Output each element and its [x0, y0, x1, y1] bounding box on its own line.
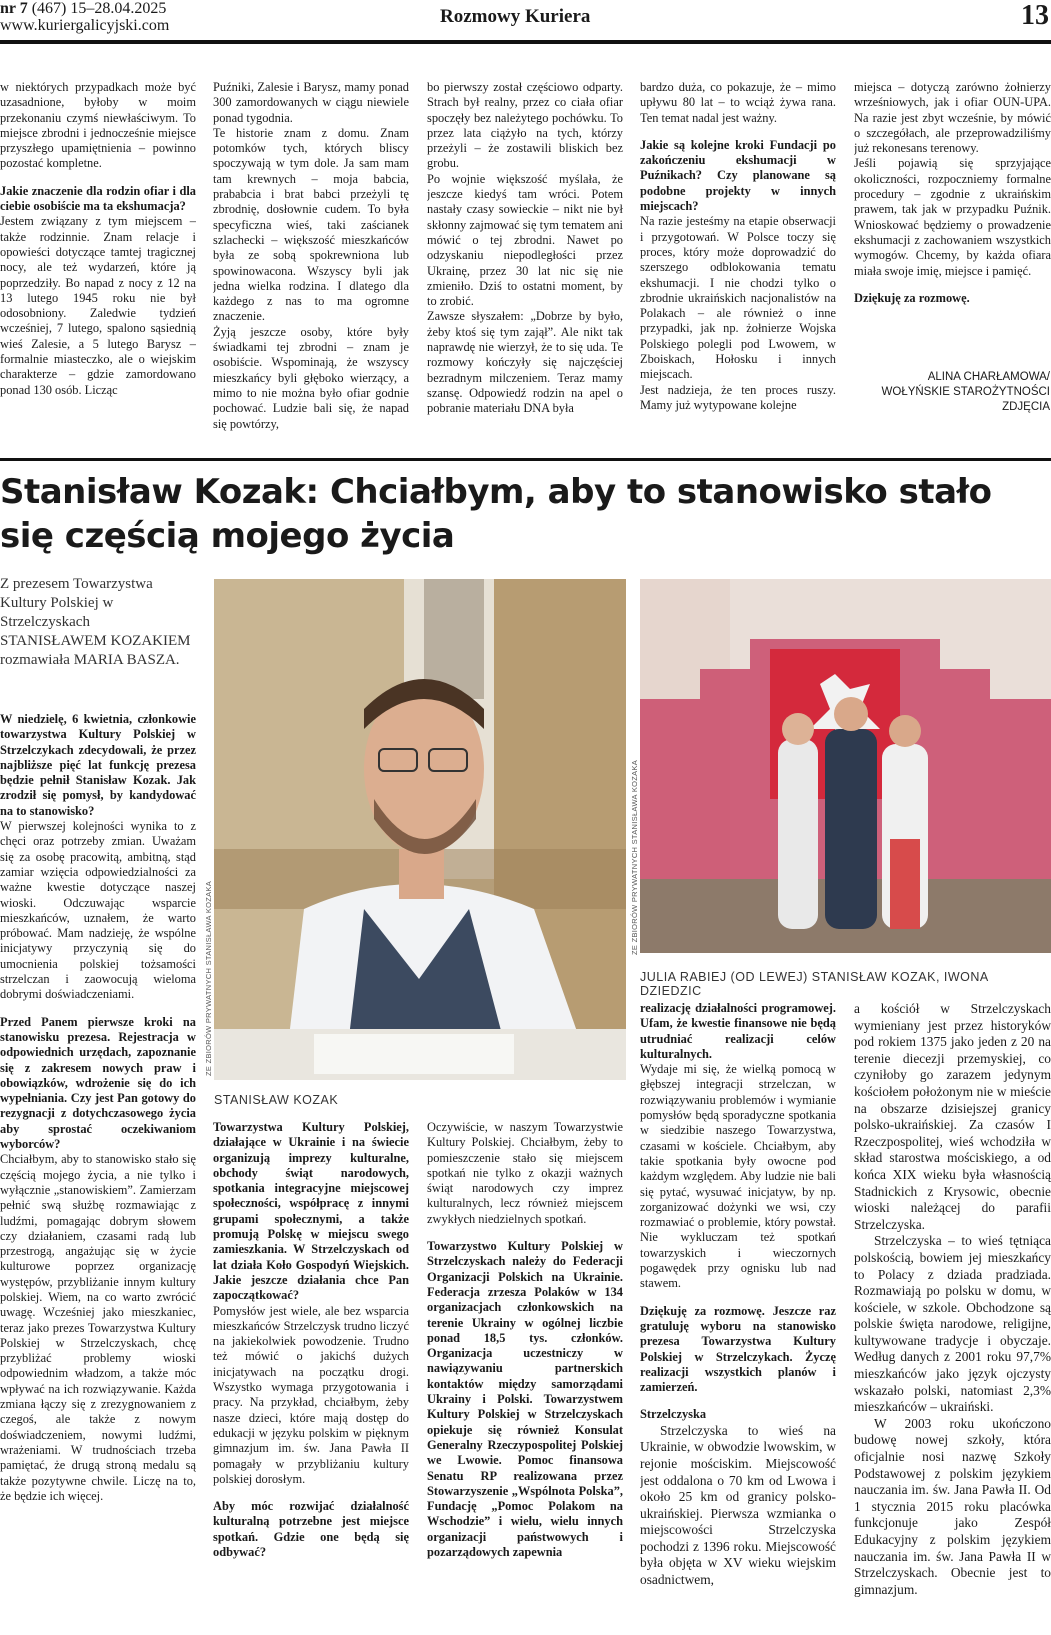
photo-stanislaw-kozak	[214, 579, 626, 1080]
question-paragraph: W niedzielę, 6 kwietnia, członkowie towarzystwa Kultury Polskiej w Strzelczykach zdecydowali, że przez najbliższe pięć lat funkcję prezesa będzie pełnił Stanisław Kozak. Jak zrodził się pomysł, by kandydować na to stanowisko?	[0, 712, 196, 818]
header-rule	[0, 40, 1051, 44]
text-paragraph: Chciałbym, aby to stanowisko stało się częścią mojego życia, a nie tylko i wyłącznie „stanowiskiem”. Zamierzam pełnić swą służbę rozmawiając z ludźmi, pomagając dobrym słowem czy działaniem, czasami radą lub przestrogą, angażując się w życie kulturowe poprzez organizację występów, przybliżanie innym kultury polskiej. Wiem, na co warto zwrócić uwagę. Wcześniej jako mieszkaniec, teraz jako prezes Towarzystwa Kultury Polskiej w Strzelczyskach, chcę przybliżać problemy wioski odpowiednim władzom, a także móc wpływać na ich rozwiązywanie. Każda zmiana łączy się z zrezygnowaniem z czegoś, ale także z nowym doświadczeniem, nowymi ludźmi, wrażeniami. W trudnościach trzeba pamiętać, że drugą stroną medalu są także pozytywne chwile. Liczę na to, że będzie ich więcej.	[0, 1152, 196, 1503]
text-paragraph: Po wojnie większość myślała, że jeszcze kiedyś tam wróci. Potem nastały czasy sowieckie – nikt nie był skłonny zajmować się tym tematem ani mówić o tej zbrodni. Nawet po odzyskaniu niepodległości przez Ukrainę, przez 30 lat nic się nie zmieniło. Dziś to ostatni moment, by to zrobić.	[427, 171, 623, 309]
section-rule	[0, 458, 1051, 461]
text-paragraph: Oczywiście, w naszym Towarzystwie Kultury Polskiej. Chciałbym, żeby to pomieszczenie stało się miejscem spotkań nie tylko z okazji ważnych świąt narodowych czy imprez kulturalnych, lecz również miejscem zwykłych niedzielnych spotkań.	[427, 1120, 623, 1226]
page-number: 13	[1021, 0, 1049, 31]
group-photo-illustration	[640, 579, 1051, 953]
question-paragraph: realizację działalności programowej. Ufam, że kwestie finansowe nie będą utrudniać realizacji celów kulturalnych.	[640, 1001, 836, 1061]
top-col-4	[640, 80, 836, 435]
article-col-5	[854, 1001, 1051, 1635]
article-headline: Stanisław Kozak: Chciałbym, aby to stanowisko stało się częścią mojego życia	[0, 472, 992, 556]
top-col-2	[213, 80, 409, 435]
text-paragraph: Jestem związany z tym miejscem – także rodzinnie. Znam relacje i opowieści dotyczące tamtej tragicznej nocy, ale też wydarzeń, które ją poprzedziły. Bo napad z nocy z 12 na 13 lutego 1945 roku nie był odosobniony. Zaledwie tydzień wcześniej, 7 lutego, spalono sąsiednią wieś Zalesie, a 5 lutego Barysz – formalnie miasteczko, ale o wiejskim charakterze – gdzie zamordowano ponad 130 osób. Licząc	[0, 214, 196, 397]
text-paragraph: Wydaje mi się, że wielką pomocą w głębszej integracji strzelczan, w rozwiązywaniu problemów i wymianie pomysłów będą sporadyczne spotkania w siedzibie naszego Towarzystwa, czasami w kościele. Chciałbym, aby takie spotkania były owocne pod każdym względem. Aby ludzie nie bali się pytać, wysuwać inicjatyw, by np. zorganizować dożynki we wsi, czy rozmawiać o problemie, który powstał. Nie wykluczam też spotkań towarzyskich i wieczornych pogawędek przy ognisku lub nad stawem.	[640, 1062, 836, 1291]
question-paragraph: Strzelczyska	[640, 1407, 707, 1422]
question-paragraph: Aby móc rozwijać działalność kulturalną potrzebne jest miejsce spotkań. Gdzie one będą się odbywać?	[213, 1499, 409, 1560]
text-paragraph: Zawsze słyszałem: „Dobrze by było, żeby ktoś się tym zajął”. Ale nikt tak naprawdę nie wierzył, że to się uda. Te rozmowy kończyły się najczęściej bezradnym milczeniem. Teraz mamy szansę. Odpowiedź rodzin na apel o pobranie materiału DNA była	[427, 309, 623, 416]
question-paragraph: Dziękuję za rozmowę.	[854, 290, 970, 305]
top-col-3	[427, 80, 623, 435]
issue-number-bold: nr 7	[0, 0, 28, 17]
text-paragraph: Jest nadzieja, że ten proces ruszy. Mamy już wytypowane kolejne	[640, 382, 836, 412]
article-col-4	[640, 1001, 836, 1635]
text-paragraph: Strzelczyska – to wieś tętniąca polskością, bowiem jej mieszkańcy to Polacy z dziada pradziada. Rozmawiają po polsku w domu, w kościele, w szkole. Obchodzone są polskie święta narodowe, religijne, kultywowane tradycje i obyczaje. Według danych z 2001 roku 97,7% mieszkańców jako język ojczysty wskazało polski, natomiast 2,3% mieszkańców – ukraiński.	[854, 1233, 1051, 1415]
text-paragraph: miejsca – dotyczą zarówno żołnierzy wrześniowych, jak i ofiar OUN-UPA. Na razie jest zbyt wcześnie, by mówić o szczegółach, ale przeprowadziliśmy już rekonesans terenowy.	[854, 80, 1051, 156]
text-paragraph: Te historie znam z domu. Znam potomków tych, których bliscy spoczywają w tym dole. Ja sam mam tam krewnych – moja babcia, prababcia i brat babci przeżyli tę zbrodnię, dosłownie cudem. To była specyficzna wieś, taki zaścianek szlachecki – większość mieszkańców była ze sobą spokrewniona lub spowinowacona. Wszyscy byli jak jedna wielka rodzina. I dlatego dla każdego z nas to ma ogromne znaczenie.	[213, 125, 409, 324]
article-col-1	[0, 712, 196, 1635]
article-col-3	[427, 1120, 623, 1635]
text-paragraph: a kościół w Strzelczyskach wymieniany jest przez historyków pod rokiem 1375 jako jeden z 20 na terenie diecezji przemyskiej, co czyniłoby go zarazem jedynym kościołem położonym nie w mieście na obszarze dzisiejszej granicy polsko-ukraińskiej. Za czasów I Rzeczpospolitej, wieś wchodziła w skład starostwa mościskiego, a od końca XIX wieku była własnością Stadnickich z Krysowic, obecnie wioski należącej do parafii Strzelczyska.	[854, 1001, 1051, 1232]
article-intro: Z prezesem Towarzystwa Kultury Polskiej w Strzelczyskach STANISŁAWEM KOZAKIEM rozmawiała MARIA BASZA.	[0, 576, 191, 668]
question-paragraph: Jakie są kolejne kroki Fundacji po zakończeniu ekshumacji w Puźnikach? Czy planowane są podobne projekty w innych miejscach?	[640, 137, 836, 214]
top-col-5	[854, 80, 1051, 350]
article-col-2	[213, 1120, 409, 1635]
text-paragraph: Żyją jeszcze osoby, które były świadkami tej zbrodni – znam je osobiście. Wspominają, że wszyscy mieszkańcy byli głęboko wierzący, a mimo to nie można było ofiar godnie pochować. Ludzie bali się, że napad się powtórzy,	[213, 324, 409, 431]
top-col-1	[0, 80, 196, 435]
text-paragraph: Puźniki, Zalesie i Barysz, mamy ponad 300 zamordowanych w ciągu niewiele ponad tygodnia.	[213, 80, 409, 125]
text-paragraph: W pierwszej kolejności wynika to z chęci oraz potrzeby zmian. Uważam się za osobę pracowitą, ambitną, stąd zamiar wzięcia odpowiedzialności za ważne kwestie dotyczące naszej wioski. Odczuwając wsparcie mieszkańców, uznałem, że warto próbować. Mam nadzieję, że wspólne inicjatywy przyczynią się do umocnienia polskiej tożsamości strzelczan i zaowocują wieloma dobrymi doświadczeniami.	[0, 819, 196, 1002]
portrait-illustration	[214, 579, 626, 1080]
photo-1-credit: ZE ZBIORÓW PRYWATNYCH STANISŁAWA KOZAKA	[204, 880, 213, 1076]
question-paragraph: Dziękuję za rozmowę. Jeszcze raz gratuluję wyboru na stanowisko prezesa Towarzystwa Kultury Polskiej w Strzelczykach. Życzę realizacji wszystkich planów i zamierzeń.	[640, 1303, 836, 1395]
text-paragraph: bardzo duża, co pokazuje, że – mimo upływu 80 lat – to wciąż żywa rana. Ten temat nadal jest ważny.	[640, 80, 836, 125]
photo-2-credit: ZE ZBIORÓW PRYWATNYCH STANISŁAWA KOZAKA	[630, 759, 639, 955]
photo-1-caption: STANISŁAW KOZAK	[214, 1093, 339, 1107]
text-paragraph: bo pierwszy został częściowo odparty. Strach był realny, przez co ciała ofiar spoczęły bez należytego pochówku. To przez lata ciążyło na tych, którzy przeżyli – że zostawili bliskich bez grobu.	[427, 80, 623, 171]
section-title: Rozmowy Kuriera	[440, 6, 591, 27]
question-paragraph: Towarzystwo Kultury Polskiej w Strzelczyskach należy do Federacji Organizacji Polskich na Ukrainie. Federacja zrzesza Polaków w 134 organizacjach członkowskich na terenie Ukrainy w ogólnej liczbie ponad 18,5 tys. członków. Organizacja uczestniczy w nawiązywaniu partnerskich kontaktów między samorządami Ukrainy i Polski. Towarzystwem Kultury Polskiej w Strzelczyskach opiekuje się również Konsulat Generalny Rzeczypospolitej Polskiej we Lwowie. Pomoc finansowa Senatu RP realizowana przez Stowarzyszenie „Wspólnota Polska”, Fundację „Pomoc Polakom na Wschodzie” i wielu, wielu innych organizacji państwowych i pozarządowych zapewnia	[427, 1239, 623, 1560]
question-paragraph: Towarzystwa Kultury Polskiej, działające w Ukrainie i na świecie organizują imprezy kulturalne, obchody świąt narodowych, spotkania integracyjne miejscowej społeczności, współpracę z innymi grupami społecznymi, a także promują Polskę w miejscu swego zamieszkania. W Strzelczyskach od lat działa Koło Gospodyń Wiejskich. Jakie jeszcze działania chce Pan zapoczątkować?	[213, 1120, 409, 1303]
site-url[interactable]: www.kuriergalicyjski.com	[0, 17, 170, 34]
photo-group	[640, 579, 1051, 953]
question-paragraph: Jakie znaczenie dla rodzin ofiar i dla ciebie osobiście ma ta ekshumacja?	[0, 183, 196, 214]
issue-number: nr 7 (467) 15–28.04.2025	[0, 0, 167, 17]
text-paragraph: w niektórych przypadkach może być uzasadnione, byłoby w moim przekonaniu czymś niewłaściwym. To miejsce zbrodni i jednocześnie miejsce przyszłego upamiętnienia – powinno pozostać kompletne.	[0, 80, 196, 171]
text-paragraph: Strzelczyska to wieś na Ukrainie, w obwodzie lwowskim, w rejonie mościskim. Miejscowość jest oddalona o 70 km od Lwowa i około 25 km od granicy polsko-ukraińskiej. Pierwsza wzmianka o miejscowości Strzelczyska pochodzi z 1396 roku. Miejscowość była objęta w XV wieku wiejskim osadnictwem,	[640, 1422, 836, 1588]
text-paragraph: Jeśli pojawią się sprzyjające okoliczności, rozpoczniemy formalne procedury – zgodnie z ukraińskim prawem, tak jak w przypadku Puźnik. Wnioskować będziemy o prowadzenie ekshumacji z zachowaniem wszystkich wymogów. Chcemy, by każda ofiara miała swoje imię, miejsce i pamięć.	[854, 156, 1051, 278]
text-paragraph: Na razie jesteśmy na etapie obserwacji i przygotowań. W Polsce toczy się proces, który może doprowadzić do szerszego odblokowania tematu ekshumacji. I nie chodzi tylko o zbrodnie ukraińskich nacjonalistów na Polakach – ale również o inne przypadki, jak np. żołnierze Wojska Polskiego polegli pod Lwowem, w Zboiskach, Hołosku i innych miejscach.	[640, 214, 836, 382]
photo-2-caption: JULIA RABIEJ (OD LEWEJ) STANISŁAW KOZAK, IWONA DZIEDZIC	[640, 970, 989, 998]
author-signature: ALINA CHARŁAMOWA/ WOŁYŃSKIE STAROŻYTNOŚCI ZDJĘCIA	[881, 371, 1050, 413]
text-paragraph: W 2003 roku ukończono budowę nowej szkoły, która oficjalnie nosi nazwę Szkoły Podstawowej z polskim językiem nauczania im. św. Jana Pawła II. Od 1 stycznia 2015 roku placówka funkcjonuje jako Zespół Edukacyjny z polskim językiem nauczania im. św. Jana Pawła II w Strzelczyskach. Obecnie jest to gimnazjum.	[854, 1415, 1051, 1597]
question-paragraph: Przed Panem pierwsze kroki na stanowisku prezesa. Rejestracja w odpowiednich urzędach, zapoznanie się z zakresem nowych praw i obowiązków, wdrożenie się do ich wypełniania. Czy jest Pan gotowy do rezygnacji z dotychczasowego życia aby sprostać oczekiwaniom wyborców?	[0, 1014, 196, 1152]
text-paragraph: Pomysłów jest wiele, ale bez wsparcia mieszkańców Strzelczysk trudno liczyć na jakiekolwiek powodzenie. Trudno też mówić o jakichś dużych inicjatywach na początku drogi. Wszystko wymaga przygotowania i pracy. Na przykład, chciałbym, żeby nasze dzieci, które mają dostęp do edukacji w języku polskim w pięknym gimnazjum im. św. Jana Pawła II pomagały w przybliżaniu kultury polskiej dorosłym.	[213, 1303, 409, 1486]
